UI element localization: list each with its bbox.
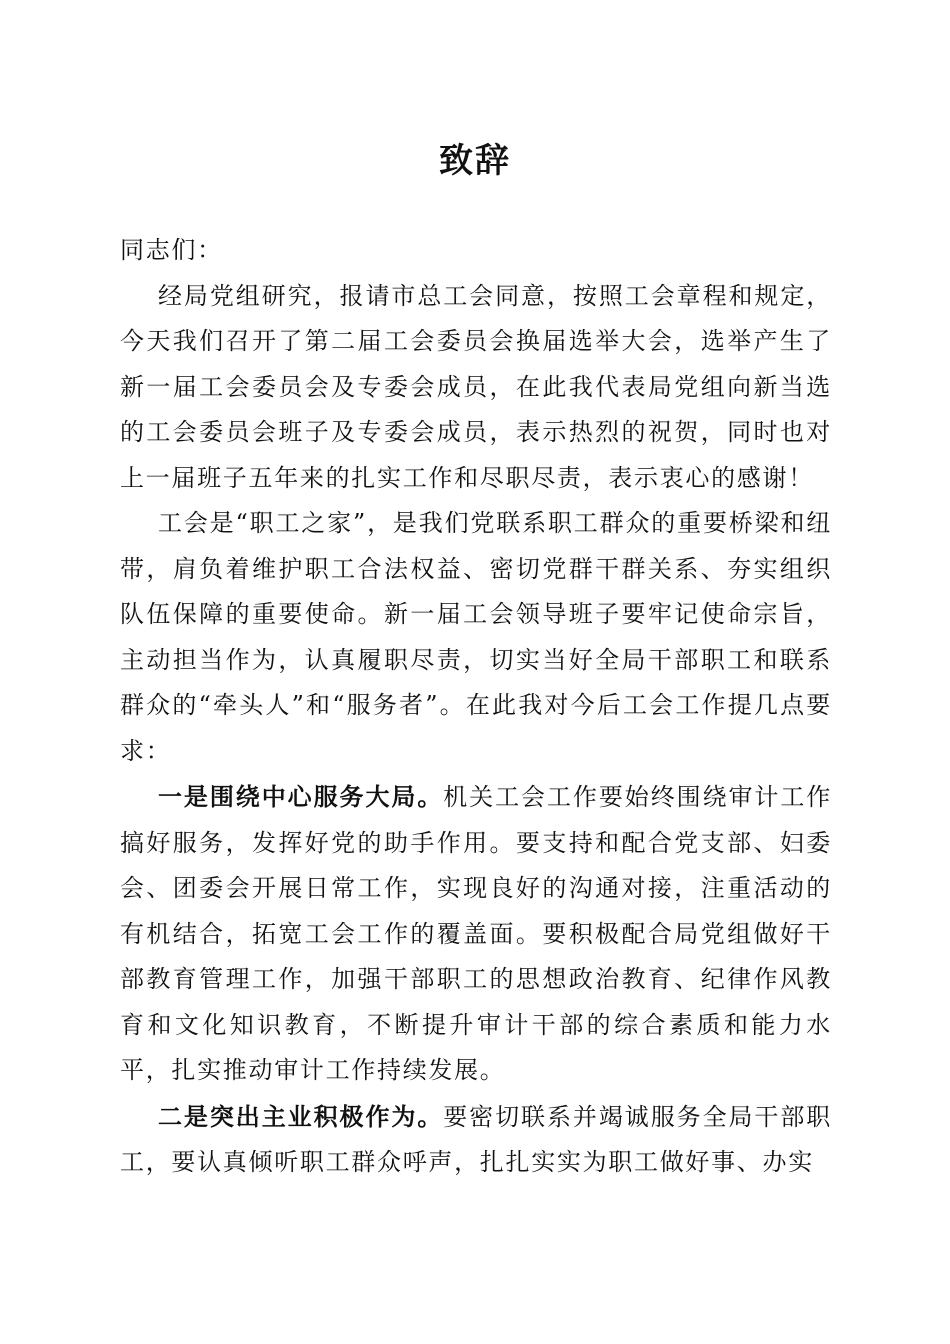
paragraph-4-lead: 二是突出主业积极作为。	[158, 1101, 444, 1131]
paragraph-1	[120, 274, 832, 502]
paragraph-3-lead: 一是围绕中心服务大局。	[158, 782, 444, 811]
paragraph-2-text: 工会是“职工之家”，是我们党联系职工群众的重要桥梁和纽带，肩负着维护职工合法权益、密切党群干群关系、夯实组织队伍保障的重要使命。新一届工会领导班子要牢记使命宗旨，主动担当作为，认真履职尽责，切实当好全局干部职工和联系群众的“牵头人”和“服务者”。在此我对今后工会工作提几点要求：	[120, 509, 832, 765]
paragraph-4-text: 要密切联系并竭诚服务全局干部职工，要认真倾听职工群众呼声，扎扎实实为职工做好事、办实	[120, 1102, 832, 1176]
document-body	[120, 228, 832, 1186]
paragraph-3-text: 机关工会工作要始终围绕审计工作搞好服务，发挥好党的助手作用。要支持和配合党支部、妇委会、团委会开展日常工作，实现良好的沟通对接，注重活动的有机结合，拓宽工会工作的覆盖面。要积极配合局党组做好干部教育管理工作，加强干部职工的思想政治教育、纪律作风教育和文化知识教育，不断提升审计干部的综合素质和能力水平，扎实推动审计工作持续发展。	[120, 783, 832, 1084]
paragraph-2	[120, 501, 832, 774]
paragraph-1-text: 经局党组研究，报请市总工会同意，按照工会章程和规定，今天我们召开了第二届工会委员会换届选举大会，选举产生了新一届工会委员会及专委会成员，在此我代表局党组向新当选的工会委员会班子及专委会成员，表示热烈的祝贺，同时也对上一届班子五年来的扎实工作和尽职尽责，表示衷心的感谢！	[120, 281, 832, 492]
salutation: 同志们：	[120, 236, 223, 264]
paragraph-3	[120, 774, 832, 1094]
paragraph-4	[120, 1094, 832, 1186]
document-title: 致辞	[439, 141, 511, 181]
